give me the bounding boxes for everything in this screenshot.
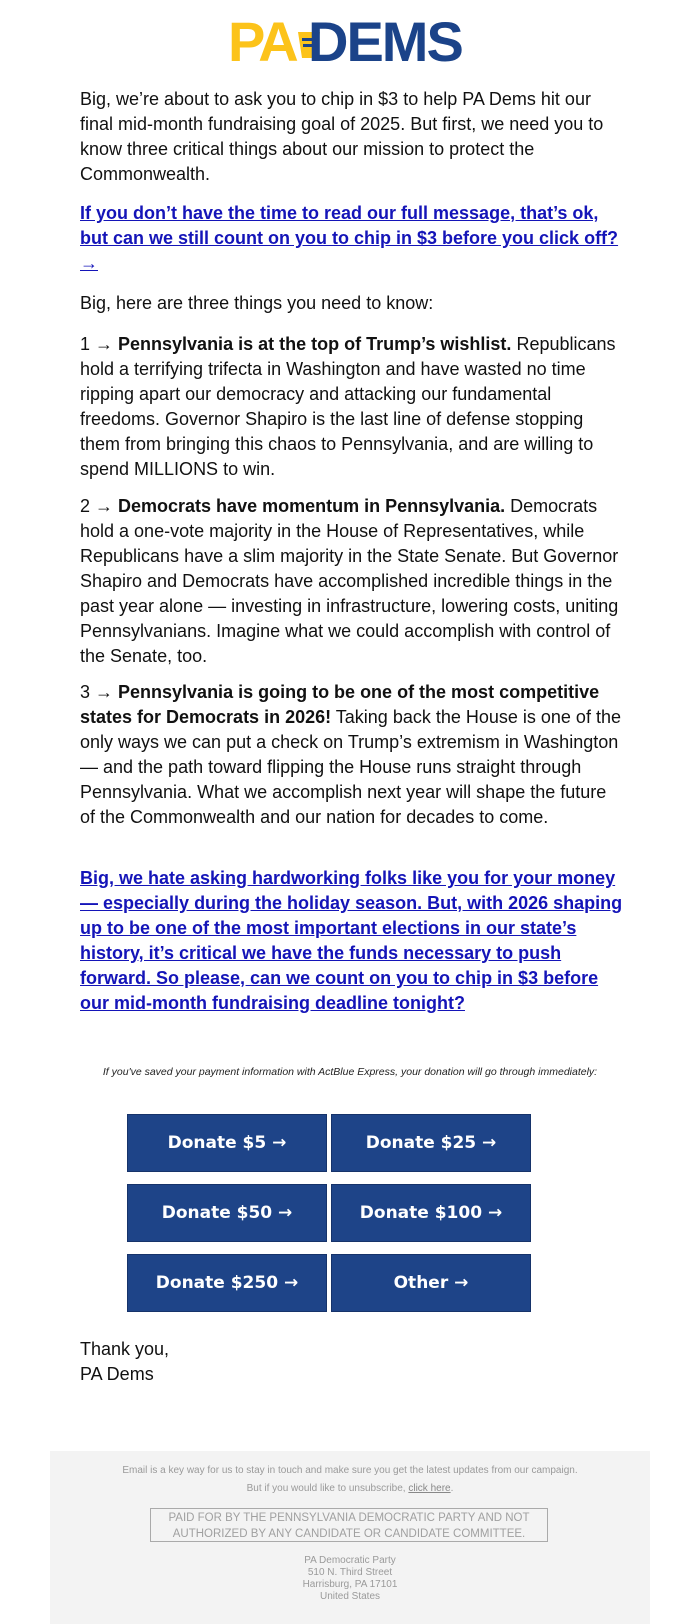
footer-address: PA Democratic Party 510 N. Third Street Harrisburg, PA 17101 United States xyxy=(302,1555,398,1602)
paid-for-disclaimer: PAID FOR BY THE PENNSYLVANIA DEMOCRATIC PARTY AND NOT AUTHORIZED BY ANY CANDIDATE OR CANDIDATE COMMITTEE. xyxy=(150,1508,548,1542)
actblue-express-note: If you've saved your payment information with ActBlue Express, your donation will go through immediately: xyxy=(102,1066,598,1078)
appeal-link-block xyxy=(80,866,624,1016)
unsubscribe-link[interactable]: click here xyxy=(408,1483,451,1494)
footer-unsubscribe-line: But if you would like to unsubscribe, click here. xyxy=(246,1483,454,1494)
chip-in-link-bottom[interactable]: Big, we hate asking hardworking folks like you for your money — especially during the holiday season. But, with 2026 shaping up to be one of the most important elections in our state’s history, it’s critical we have the funds necessary to push forward. So please, can we count on you to chip in $3 before our mid-month fundraising deadline tonight? xyxy=(80,868,623,1013)
footer xyxy=(50,1451,650,1624)
logo-pa-text: PA xyxy=(228,10,296,73)
three-things-heading: Big, here are three things you need to know: xyxy=(80,293,434,313)
donate-5-button[interactable]: Donate $5 → xyxy=(127,1114,327,1172)
point-1: 1 → Pennsylvania is at the top of Trump’s wishlist. Republicans hold a terrifying trifecta in Washington and have wasted no time ripping apart our democracy and attacking our fundamental freedoms. Governor Shapiro is the last line of defense stopping them from bringing this chaos to Pennsylvania, and are willing to spend MILLIONS to win. xyxy=(80,334,616,479)
point-3: 3 → Pennsylvania is going to be one of the most competitive states for Democrats in 2026! Taking back the House is one of the only ways we can put a check on Trump’s extremism in Washington — and the path toward flipping the House runs straight through Pennsylvania. What we accomplish next year will shape the future of the Commonwealth and our nation for decades to come. xyxy=(80,682,621,827)
donate-250-button[interactable]: Donate $250 → xyxy=(127,1254,327,1312)
donate-25-button[interactable]: Donate $25 → xyxy=(331,1114,531,1172)
signoff-thanks: Thank you, xyxy=(80,1339,170,1359)
donate-other-button[interactable]: Other → xyxy=(331,1254,531,1312)
signoff-name: PA Dems xyxy=(80,1364,154,1384)
pa-dems-logo xyxy=(228,10,474,74)
read-later-link-block xyxy=(80,201,624,276)
point-3-heading: Pennsylvania is going to be one of the most competitive states for Democrats in 2026! xyxy=(80,682,600,727)
donate-100-button[interactable]: Donate $100 → xyxy=(331,1184,531,1242)
signoff xyxy=(80,1337,624,1387)
chip-in-link-top[interactable]: If you don’t have the time to read our full message, that’s ok, but can we still count on you to chip in $3 before you click off? → xyxy=(80,203,619,273)
intro-paragraph: Big, we’re about to ask you to chip in $3 to help PA Dems hit our final mid-month fundraising goal of 2025. But first, we need you to know three critical things about our mission to protect the Commonwealth. xyxy=(80,89,604,184)
point-2: 2 → Democrats have momentum in Pennsylvania. Democrats hold a one-vote majority in the House of Representatives, while Republicans have a slim majority in the State Senate. But Governor Shapiro and Democrats have accomplished incredible things in the past year alone — investing in infrastructure, lowering costs, uniting Pennsylvanians. Imagine what we could accomplish with control of the Senate, too. xyxy=(80,496,619,666)
logo-dems-text: DEMS xyxy=(308,10,462,73)
footer-email-note: Email is a key way for us to stay in touch and make sure you get the latest updates from our campaign. xyxy=(122,1465,578,1476)
donate-50-button[interactable]: Donate $50 → xyxy=(127,1184,327,1242)
point-2-heading: Democrats have momentum in Pennsylvania. xyxy=(118,496,506,516)
point-1-heading: Pennsylvania is at the top of Trump’s wishlist. xyxy=(118,334,512,354)
